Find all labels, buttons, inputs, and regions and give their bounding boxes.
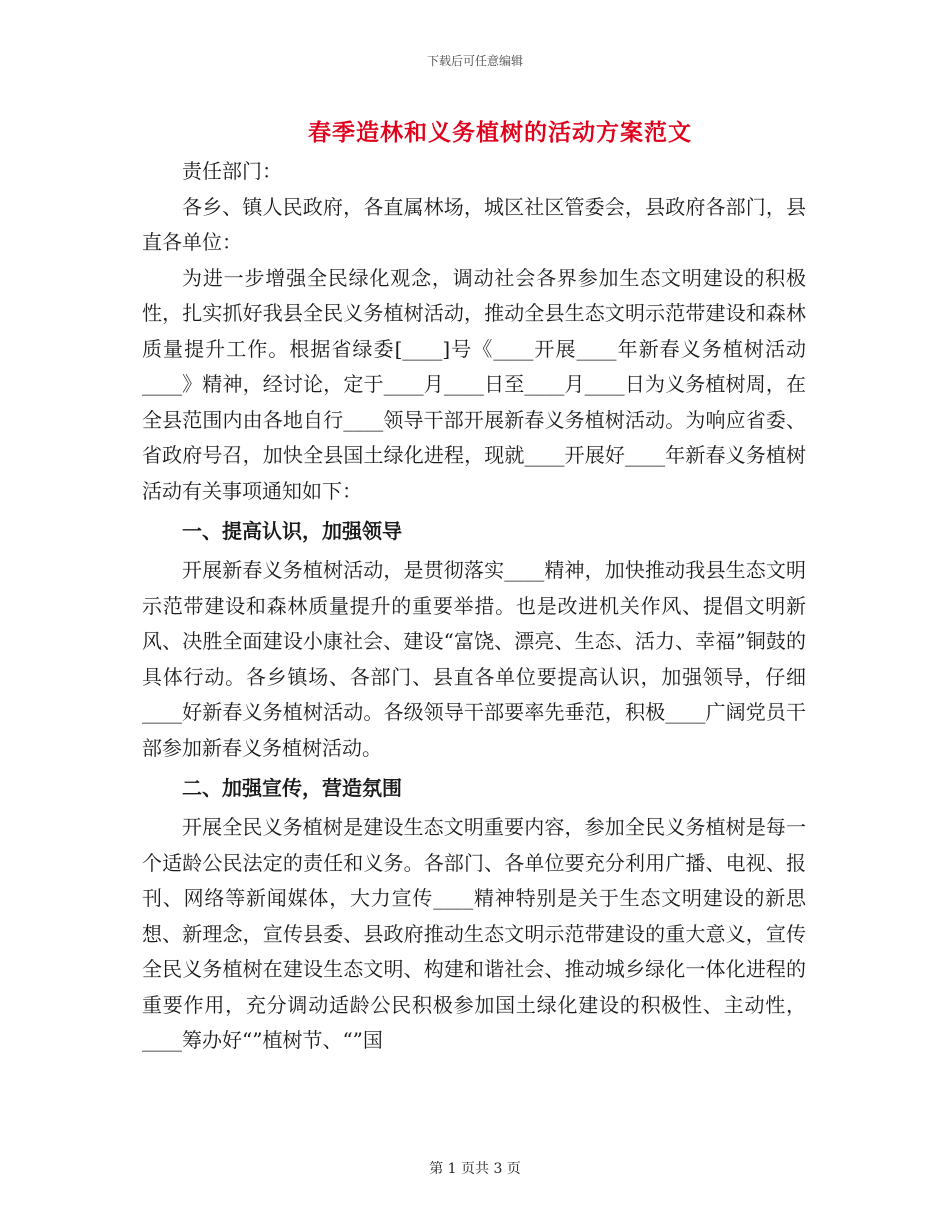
- intro-paragraph: 为进一步增强全民绿化观念，调动社会各界参加生态文明建设的积极性，扎实抓好我县全民义务植树活动，推动全县生态文明示范带建设和森林质量提升工作。根据省绿委[____]号《____开展____年新春义务植树活动____》精神，经讨论，定于____月____日至____月____日为义务植树周，在全县范围内由各地自行____领导干部开展新春义务植树活动。为响应省委、省政府号召，加快全县国土绿化进程，现就____开展好____年新春义务植树活动有关事项通知如下：: [142, 265, 806, 503]
- page-footer: 第 1 页共 3 页: [429, 1161, 521, 1177]
- page-header: 下载后可任意编辑: [426, 54, 523, 68]
- section-heading-2: 二、加强宣传，营造氛围: [182, 776, 402, 800]
- section-body-1: 开展新春义务植树活动，是贯彻落实____精神，加快推动我县生态文明示范带建设和森林质量提升的重要举措。也是改进机关作风、提倡文明新风、决胜全面建设小康社会、建设“富饶、漂亮、生态、活力、幸福”铜鼓的具体行动。各乡镇场、各部门、县直各单位要提高认识，加强领导，仔细____好新春义务植树活动。各级领导干部要率先垂范，积极____广阔党员干部参加新春义务植树活动。: [142, 558, 806, 760]
- document-body: [142, 154, 806, 1059]
- section-body-2: 开展全民义务植树是建设生态文明重要内容，参加全民义务植树是每一个适龄公民法定的责任和义务。各部门、各单位要充分利用广播、电视、报刊、网络等新闻媒体，大力宣传____精神特别是关于生态文明建设的新思想、新理念，宣传县委、县政府推动生态文明示范带建设的重大意义，宣传全民义务植树在建设生态文明、构建和谐社会、推动城乡绿化一体化进程的重要作用，充分调动适龄公民积极参加国土绿化建设的积极性、主动性，____筹办好“”植树节、“”国: [142, 815, 806, 1052]
- section-heading-1: 一、提高认识，加强领导: [182, 519, 402, 543]
- addressee-paragraph: 各乡、镇人民政府，各直属林场，城区社区管委会，县政府各部门，县直各单位：: [142, 194, 806, 254]
- document-title: 春季造林和义务植树的活动方案范文: [308, 119, 692, 146]
- salutation: 责任部门：: [182, 159, 282, 183]
